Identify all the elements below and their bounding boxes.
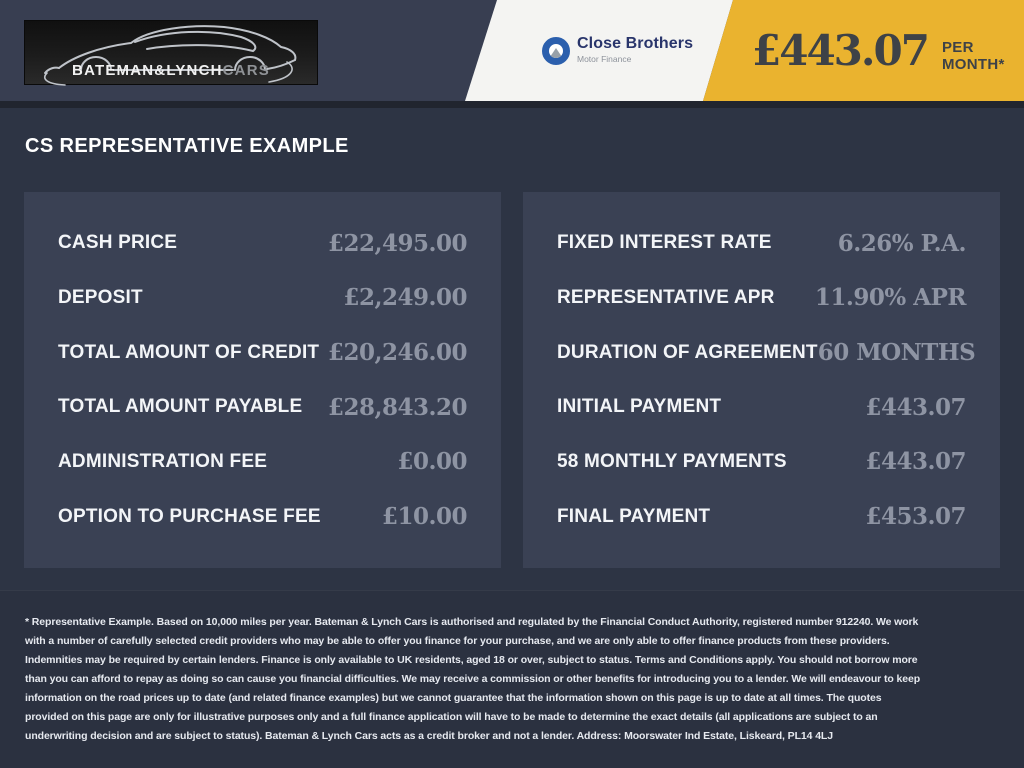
- row-value: £443.07: [865, 393, 966, 421]
- row-label: TOTAL AMOUNT PAYABLE: [58, 396, 303, 418]
- close-brothers-name: Close Brothers: [577, 35, 694, 52]
- row-label: 58 MONTHLY PAYMENTS: [557, 450, 787, 472]
- close-brothers-tagline: Motor Finance: [577, 54, 632, 64]
- table-row: [557, 284, 966, 311]
- row-value: 11.90% APR: [814, 284, 966, 312]
- finance-panel-left: [24, 192, 501, 568]
- row-value: £20,246.00: [327, 339, 467, 367]
- table-row: [58, 448, 467, 475]
- row-label: ADMINISTRATION FEE: [58, 450, 268, 472]
- monthly-price-period: PER MONTH*: [941, 38, 1005, 73]
- row-label: INITIAL PAYMENT: [557, 396, 722, 418]
- dealer-name-secondary: CARS: [222, 62, 270, 79]
- row-value: 60 MONTHS: [817, 339, 976, 367]
- row-value: £0.00: [397, 448, 467, 476]
- close-brothers-logo: [542, 36, 693, 65]
- table-row: [58, 503, 467, 530]
- row-value: £10.00: [381, 503, 467, 531]
- dealer-name-primary: BATEMAN&LYNCH: [72, 62, 223, 79]
- table-row: [58, 394, 467, 421]
- row-label: DEPOSIT: [58, 286, 143, 308]
- table-row: [557, 339, 976, 367]
- table-row: [58, 284, 467, 311]
- table-row: [557, 448, 966, 475]
- row-label: OPTION TO PURCHASE FEE: [58, 505, 321, 527]
- table-row: [557, 503, 966, 530]
- monthly-price-amount: £443.07: [752, 26, 928, 75]
- row-label: FINAL PAYMENT: [557, 505, 711, 527]
- header-bar: [0, 0, 1024, 101]
- row-label: FIXED INTEREST RATE: [557, 232, 772, 254]
- page-title: CS REPRESENTATIVE EXAMPLE: [25, 135, 349, 157]
- header-shadow-strip: [0, 101, 1024, 108]
- row-value: £2,249.00: [343, 284, 467, 312]
- dealer-logo: [24, 20, 318, 85]
- row-label: DURATION OF AGREEMENT: [557, 341, 818, 363]
- table-row: [58, 339, 467, 366]
- ring-mountain-icon: [542, 37, 570, 65]
- row-label: TOTAL AMOUNT OF CREDIT: [58, 341, 320, 363]
- table-row: [58, 230, 467, 257]
- row-value: £28,843.20: [327, 393, 467, 421]
- finance-panel-right: [523, 192, 1000, 568]
- row-value: £443.07: [865, 448, 966, 476]
- table-row: [557, 394, 966, 421]
- row-label: REPRESENTATIVE APR: [557, 286, 775, 308]
- disclaimer-text: * Representative Example. Based on 10,000 miles per year. Bateman & Lynch Cars is authorised and regulated by the Financial Conduct Authority, registered number 912240. We work with a number of carefully selected credit providers who may be able to offer you finance for your purchase, and we are only able to offer finance products from these providers. Indemnities may be required by certain lenders. Finance is only available to UK residents, aged 18 or over, subject to status. Terms and Conditions apply. You should not borrow more than you can afford to repay as doing so can cause you financial difficulties. We may receive a commission or other benefits for introducing you to a lender. We will endeavour to keep information on the road prices up to date (and related finance examples) but we cannot guarantee that the information shown on this page is up to date at all times. The quotes provided on this page are only for illustrative purposes only and a full finance application will have to be made to determine the exact details (all applications are subject to an underwriting decision and are subject to status). Bateman & Lynch Cars acts as a credit broker and not a lender. Address: Moorswater Ind Estate, Liskeard, PL14 4LJ: [25, 616, 921, 742]
- row-value: £453.07: [865, 503, 966, 531]
- row-value: 6.26% P.A.: [837, 229, 966, 257]
- footer-disclaimer-section: [0, 590, 1024, 768]
- monthly-price-banner: [752, 0, 1024, 101]
- dealer-logo-text: [25, 62, 317, 79]
- row-value: £22,495.00: [327, 229, 467, 257]
- table-row: [557, 230, 966, 257]
- row-label: CASH PRICE: [58, 232, 178, 254]
